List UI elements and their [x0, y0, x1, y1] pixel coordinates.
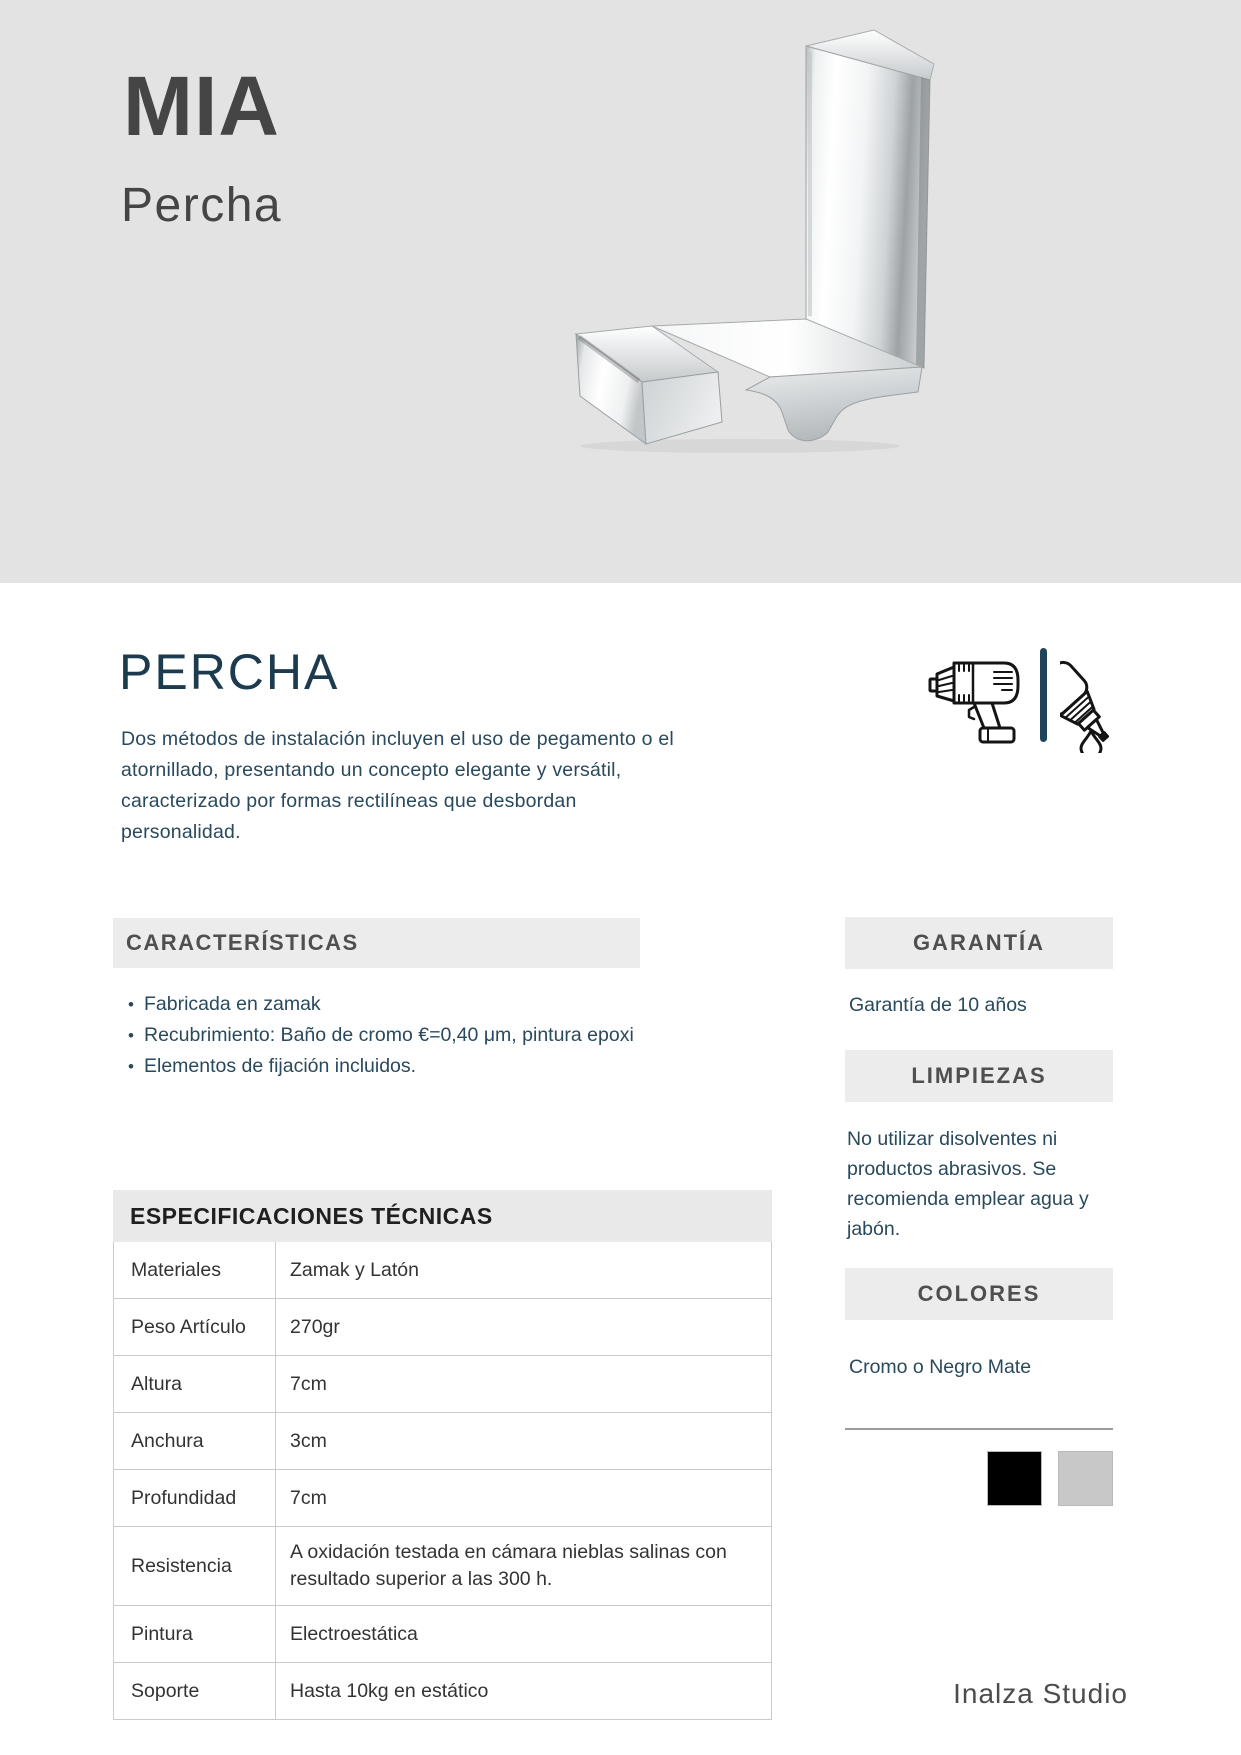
table-row — [114, 1355, 771, 1412]
garantia-header — [845, 917, 1113, 969]
spec-label: Resistencia — [114, 1527, 276, 1605]
spec-label: Altura — [114, 1356, 276, 1412]
garantia-text: Garantía de 10 años — [849, 994, 1027, 1016]
drill-icon — [928, 650, 1024, 745]
table-row — [114, 1242, 771, 1298]
colores-text: Cromo o Negro Mate — [849, 1356, 1032, 1378]
spec-value: Hasta 10kg en estático — [290, 1679, 489, 1702]
spec-label: Materiales — [114, 1242, 276, 1298]
spec-label: Peso Artículo — [114, 1299, 276, 1355]
table-row — [114, 1469, 771, 1526]
table-row — [114, 1526, 771, 1605]
table-row — [114, 1662, 771, 1719]
colores-header — [845, 1268, 1113, 1320]
garantia-title: GARANTÍA — [912, 930, 1046, 955]
brand-title: MIA — [123, 59, 280, 153]
spec-value: 7cm — [290, 1486, 327, 1509]
especificaciones-table — [113, 1190, 772, 1720]
studio-credit: Inalza Studio — [953, 1678, 1128, 1709]
caracteristicas-header — [113, 918, 640, 968]
limpiezas-text: No utilizar disolventes ni productos abrasivos. Se recomienda emplear agua y jabón. — [847, 1128, 1089, 1240]
caracteristica-item: • Fabricada en zamak — [128, 993, 634, 1016]
brand-subtitle: Percha — [121, 179, 283, 232]
spec-label: Pintura — [114, 1606, 276, 1662]
spec-label: Profundidad — [114, 1470, 276, 1526]
icon-divider — [1040, 648, 1047, 742]
spec-label: Anchura — [114, 1413, 276, 1469]
section-title-percha: PERCHA — [119, 644, 340, 700]
table-row — [114, 1605, 771, 1662]
product-description: Dos métodos de instalación incluyen el uso de pegamento o el atornillado, presentando un concepto elegante y versátil, caracterizado por formas rectilíneas que desbordan personalidad. — [121, 728, 674, 843]
color-swatch — [987, 1451, 1042, 1506]
caracteristica-item: • Elementos de fijación incluidos. — [128, 1055, 634, 1078]
spec-value: Electroestática — [290, 1622, 418, 1645]
table-row — [114, 1412, 771, 1469]
spec-label: Soporte — [114, 1663, 276, 1719]
spec-value: A oxidación testada en cámara nieblas salinas con resultado superior a las 300 h. — [290, 1541, 727, 1590]
glue-bottle-icon — [1060, 645, 1140, 753]
table-row — [114, 1298, 771, 1355]
caracteristicas-list — [128, 993, 634, 1086]
colores-title: COLORES — [917, 1281, 1041, 1306]
caracteristica-item: • Recubrimiento: Baño de cromo €=0,40 μm, pintura epoxi — [128, 1024, 634, 1047]
limpiezas-header — [845, 1050, 1113, 1102]
limpiezas-title: LIMPIEZAS — [911, 1063, 1047, 1088]
caracteristicas-title: CARACTERÍSTICAS — [126, 930, 359, 955]
especificaciones-rows — [113, 1242, 772, 1720]
color-swatch — [1058, 1451, 1113, 1506]
spec-value: 270gr — [290, 1315, 340, 1338]
colores-divider-line — [845, 1428, 1113, 1430]
spec-value: Zamak y Latón — [290, 1258, 419, 1281]
spec-value: 3cm — [290, 1429, 327, 1452]
product-photo-chrome-hook — [540, 24, 935, 454]
color-swatches — [987, 1451, 1113, 1506]
especificaciones-title: ESPECIFICACIONES TÉCNICAS — [113, 1190, 772, 1242]
hero-banner — [0, 0, 1241, 583]
spec-value: 7cm — [290, 1372, 327, 1395]
